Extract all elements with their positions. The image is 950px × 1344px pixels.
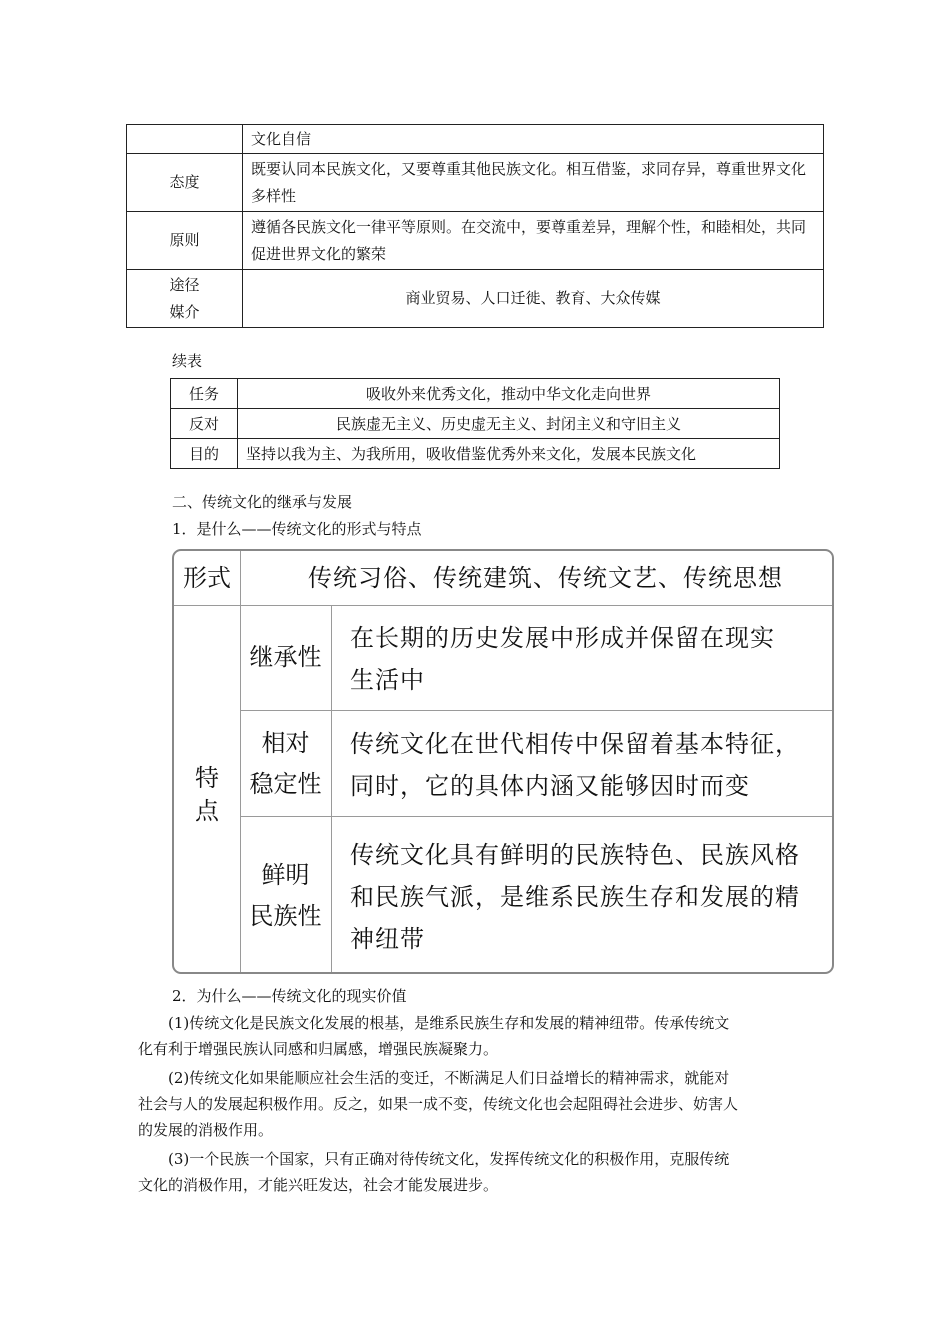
row-label <box>127 125 243 154</box>
table-row <box>127 212 824 270</box>
feature-label: 继承性 <box>249 643 322 671</box>
paragraph-line: (2)传统文化如果能顺应社会生活的变迁，不断满足人们日益增长的精神需求，就能对 <box>168 1069 730 1087</box>
feature-content-line: 同时，它的具体内涵又能够因时而变 <box>350 772 750 800</box>
table-row <box>171 379 780 409</box>
row-label-line: 媒介 <box>169 302 200 321</box>
feature-content-line: 神纽带 <box>350 925 425 953</box>
paragraph <box>138 1010 790 1062</box>
paragraph-line: (3)一个民族一个国家，只有正确对待传统文化，发挥传统文化的积极作用，克服传统 <box>168 1150 730 1168</box>
row-label: 态度 <box>127 154 243 212</box>
paragraph-line: 文化的消极作用，才能兴旺发达，社会才能发展进步。 <box>138 1176 499 1194</box>
paragraph <box>138 1146 790 1198</box>
feature-content-line: 在长期的历史发展中形成并保留在现实 <box>350 624 775 652</box>
table-row <box>127 154 824 212</box>
feature-label: 稳定性 <box>249 770 322 798</box>
continued-table <box>170 378 780 469</box>
divider <box>240 816 834 817</box>
row-content: 吸收外来优秀文化，推动中华文化走向世界 <box>238 379 780 409</box>
paragraph-line: 化有利于增强民族认同感和归属感，增强民族凝聚力。 <box>138 1040 499 1058</box>
row-content: 民族虚无主义、历史虚无主义、封闭主义和守旧主义 <box>238 409 780 439</box>
divider <box>331 605 332 974</box>
row-label: 原则 <box>127 212 243 270</box>
row-content: 坚持以我为主、为我所用，吸收借鉴优秀外来文化，发展本民族文化 <box>238 439 780 469</box>
paragraph-line: 的发展的消极作用。 <box>138 1121 274 1139</box>
feature-label: 民族性 <box>249 902 322 930</box>
tradition-features-table <box>172 549 834 974</box>
table-row <box>127 125 824 154</box>
row-content: 商业贸易、人口迁徙、教育、大众传媒 <box>243 270 824 328</box>
form-label: 形式 <box>183 564 231 592</box>
paragraph-line: 社会与人的发展起积极作用。反之，如果一成不变，传统文化也会起阻碍社会进步、妨害人 <box>138 1095 739 1113</box>
feature-content-line: 传统文化具有鲜明的民族特色、民族风格 <box>350 841 800 869</box>
features-label-1: 特 <box>195 764 219 792</box>
feature-content-line: 生活中 <box>350 666 425 694</box>
feature-label: 相对 <box>261 729 310 757</box>
row-content: 遵循各民族文化一律平等原则。在交流中，要尊重差异，理解个性，和睦相处，共同促进世界文化的繁荣 <box>243 212 824 270</box>
divider <box>240 710 834 711</box>
features-label-2: 点 <box>195 797 219 825</box>
feature-label: 鲜明 <box>261 861 310 889</box>
table-row <box>127 270 824 328</box>
row-label <box>127 270 243 328</box>
paragraph <box>138 1065 790 1143</box>
culture-exchange-table <box>126 124 824 328</box>
feature-content-line: 和民族气派，是维系民族生存和发展的精 <box>350 883 800 911</box>
row-content: 既要认同本民族文化，又要尊重其他民族文化。相互借鉴，求同存异，尊重世界文化多样性 <box>243 154 824 212</box>
subsection-heading: 1．是什么——传统文化的形式与特点 <box>172 520 422 538</box>
row-label: 目的 <box>171 439 238 469</box>
row-label: 任务 <box>171 379 238 409</box>
row-content: 文化自信 <box>243 125 824 154</box>
row-label-line: 途径 <box>169 275 200 294</box>
divider <box>174 605 834 606</box>
feature-content-line: 传统文化在世代相传中保留着基本特征， <box>350 730 800 758</box>
subsection-heading: 2．为什么——传统文化的现实价值 <box>172 987 407 1005</box>
table-row <box>171 439 780 469</box>
row-label: 反对 <box>171 409 238 439</box>
continued-label: 续表 <box>172 352 203 370</box>
section-heading: 二、传统文化的继承与发展 <box>172 493 353 511</box>
form-content: 传统习俗、传统建筑、传统文艺、传统思想 <box>308 564 783 592</box>
table-row <box>171 409 780 439</box>
paragraph-line: (1)传统文化是民族文化发展的根基，是维系民族生存和发展的精神纽带。传承传统文 <box>168 1014 730 1032</box>
